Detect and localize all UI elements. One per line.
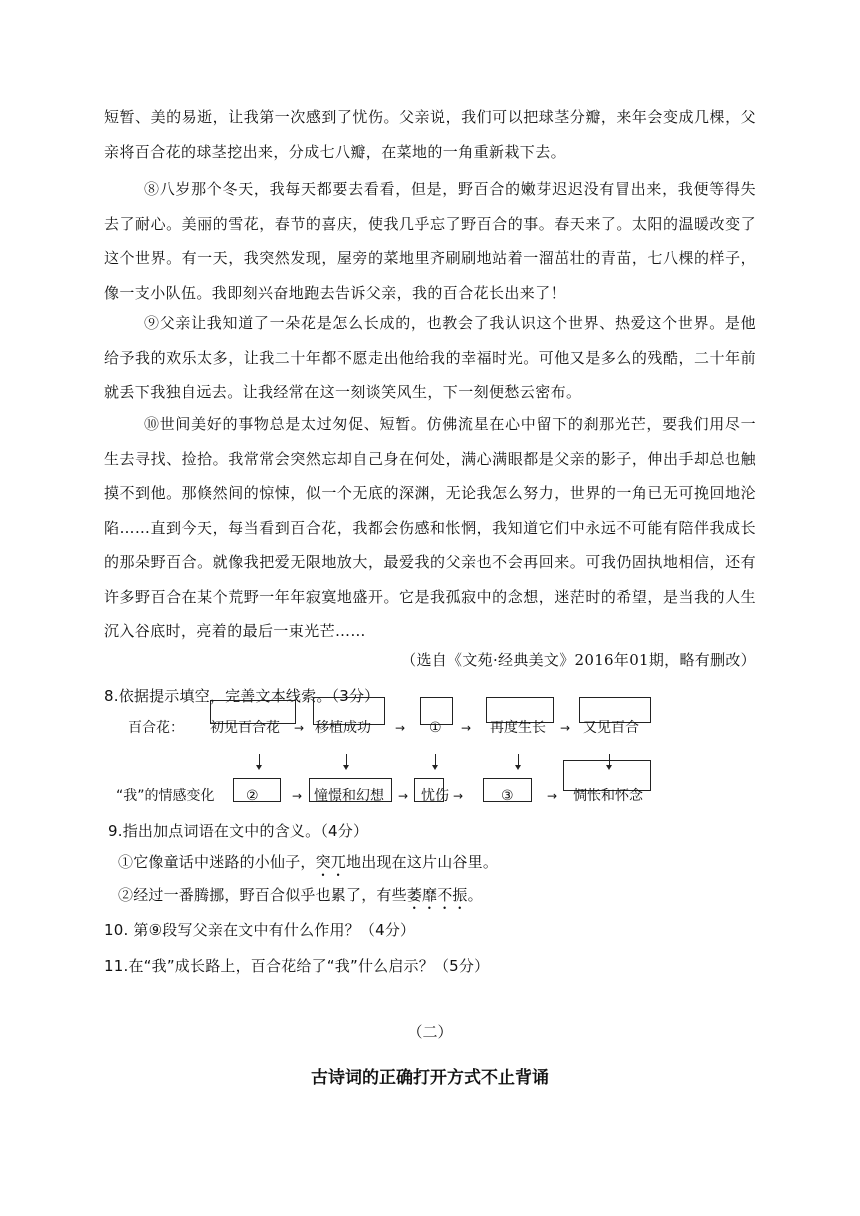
flow-arrow: → bbox=[560, 721, 571, 735]
q9-1-post: 地出现在这片山谷里。 bbox=[346, 853, 499, 871]
source-citation: （选自《文苑·经典美文》2016年01期，略有删改） bbox=[401, 651, 756, 669]
question-9: 9.指出加点词语在文中的含义。（4分） bbox=[108, 822, 369, 840]
flow-row1-item-5: 又见百合 bbox=[583, 720, 639, 736]
question-9-item-2 bbox=[118, 883, 483, 913]
paragraph-9: ⑨父亲让我知道了一朵花是怎么长成的，也教会了我认识这个世界、热爱这个世界。是他给予我的欢乐太多，让我二十年都不愿走出他给我的幸福时光。可他又是多么的残酷，二十年前就丢下我独自远去。让我经常在这一刻谈笑风生，下一刻便愁云密布。 bbox=[104, 314, 756, 401]
q9-2-post: 。 bbox=[467, 886, 483, 904]
flow-row1-label: 百合花： bbox=[128, 720, 184, 736]
q9-1-pre: ①它像童话中迷路的小仙子， bbox=[118, 853, 316, 871]
flow-row1-item-1: 初见百合花 bbox=[210, 720, 280, 736]
flow-row2-item-4: ③ bbox=[501, 788, 514, 804]
flow-row2-item-3: 忧伤 bbox=[421, 788, 449, 804]
question-9-item-1 bbox=[118, 850, 498, 880]
paragraph-8: ⑧八岁那个冬天，我每天都要去看看，但是，野百合的嫩芽迟迟没有冒出来，我便等得失去了耐心。美丽的雪花，春节的喜庆，使我几乎忘了野百合的事。春天来了。太阳的温暖改变了这个世界。有一天，我突然发现，屋旁的菜地里齐刷刷地站着一溜茁壮的青苗，七八棵的样子，像一支小队伍。我即刻兴奋地跑去告诉父亲，我的百合花长出来了！ bbox=[104, 180, 756, 302]
flow-down-arrow bbox=[518, 754, 519, 766]
section-heading: （二） bbox=[407, 1023, 453, 1041]
question-8: 8.依据提示填空，完善文本线索。（3分） bbox=[104, 687, 380, 705]
question-11: 11.在“我”成长路上，百合花给了“我”什么启示？（5分） bbox=[104, 957, 490, 975]
flow-arrow: → bbox=[292, 789, 303, 803]
flow-down-arrow bbox=[435, 754, 436, 766]
flow-arrow: → bbox=[453, 789, 464, 803]
flow-arrow: → bbox=[395, 721, 406, 735]
flow-row2-item-5: 惆怅和怀念 bbox=[573, 788, 643, 804]
flow-arrow: → bbox=[461, 721, 472, 735]
flow-arrow: → bbox=[547, 789, 558, 803]
flow-row1-item-2: 移植成功 bbox=[315, 720, 371, 736]
paragraph-10: ⑩世间美好的事物总是太过匆促、短暂。仿佛流星在心中留下的刹那光芒，要我们用尽一生去寻找、捡拾。我常常会突然忘却自己身在何处，满心满眼都是父亲的影子，伸出手却总也触摸不到他。那倏然间的惊悚，似一个无底的深渊，无论我怎么努力，世界的一角已无可挽回地沦陷……直到今天，每当看到百合花，我都会伤感和怅惘，我知道它们中永远不可能有陪伴我成长的那朵野百合。就像我把爱无限地放大，最爱我的父亲也不会再回来。可我仍固执地相信，还有许多野百合在某个荒野一年年寂寞地盛开。它是我孤寂中的念想，迷茫时的希望，是当我的人生沉入谷底时，亮着的最后一束光芒…… bbox=[104, 415, 756, 640]
flow-row1-item-4: 再度生长 bbox=[490, 720, 546, 736]
question-10: 10. 第⑨段写父亲在文中有什么作用？（4分） bbox=[104, 921, 416, 939]
flow-down-arrow bbox=[346, 754, 347, 766]
flow-row2-label: “我”的情感变化 bbox=[116, 788, 215, 804]
q9-2-dotted-word: 萎靡不振 bbox=[406, 886, 468, 904]
q9-1-dotted-word: 突兀 bbox=[315, 853, 347, 871]
q9-2-pre: ②经过一番腾挪，野百合似乎也累了，有些 bbox=[118, 886, 407, 904]
flow-arrow: → bbox=[294, 721, 305, 735]
flow-row1-item-3: ① bbox=[429, 720, 442, 736]
flow-down-arrow bbox=[259, 754, 260, 766]
flow-row2-item-1: ② bbox=[246, 788, 259, 804]
paragraph-7-continuation: 短暂、美的易逝，让我第一次感到了忧伤。父亲说，我们可以把球茎分瓣，来年会变成几棵，父亲将百合花的球茎挖出来，分成七八瓣，在菜地的一角重新栽下去。 bbox=[104, 108, 756, 161]
flow-arrow: → bbox=[398, 789, 409, 803]
flow-row2-item-2: 憧憬和幻想 bbox=[314, 788, 384, 804]
article-title: 古诗词的正确打开方式不止背诵 bbox=[311, 1068, 549, 1088]
